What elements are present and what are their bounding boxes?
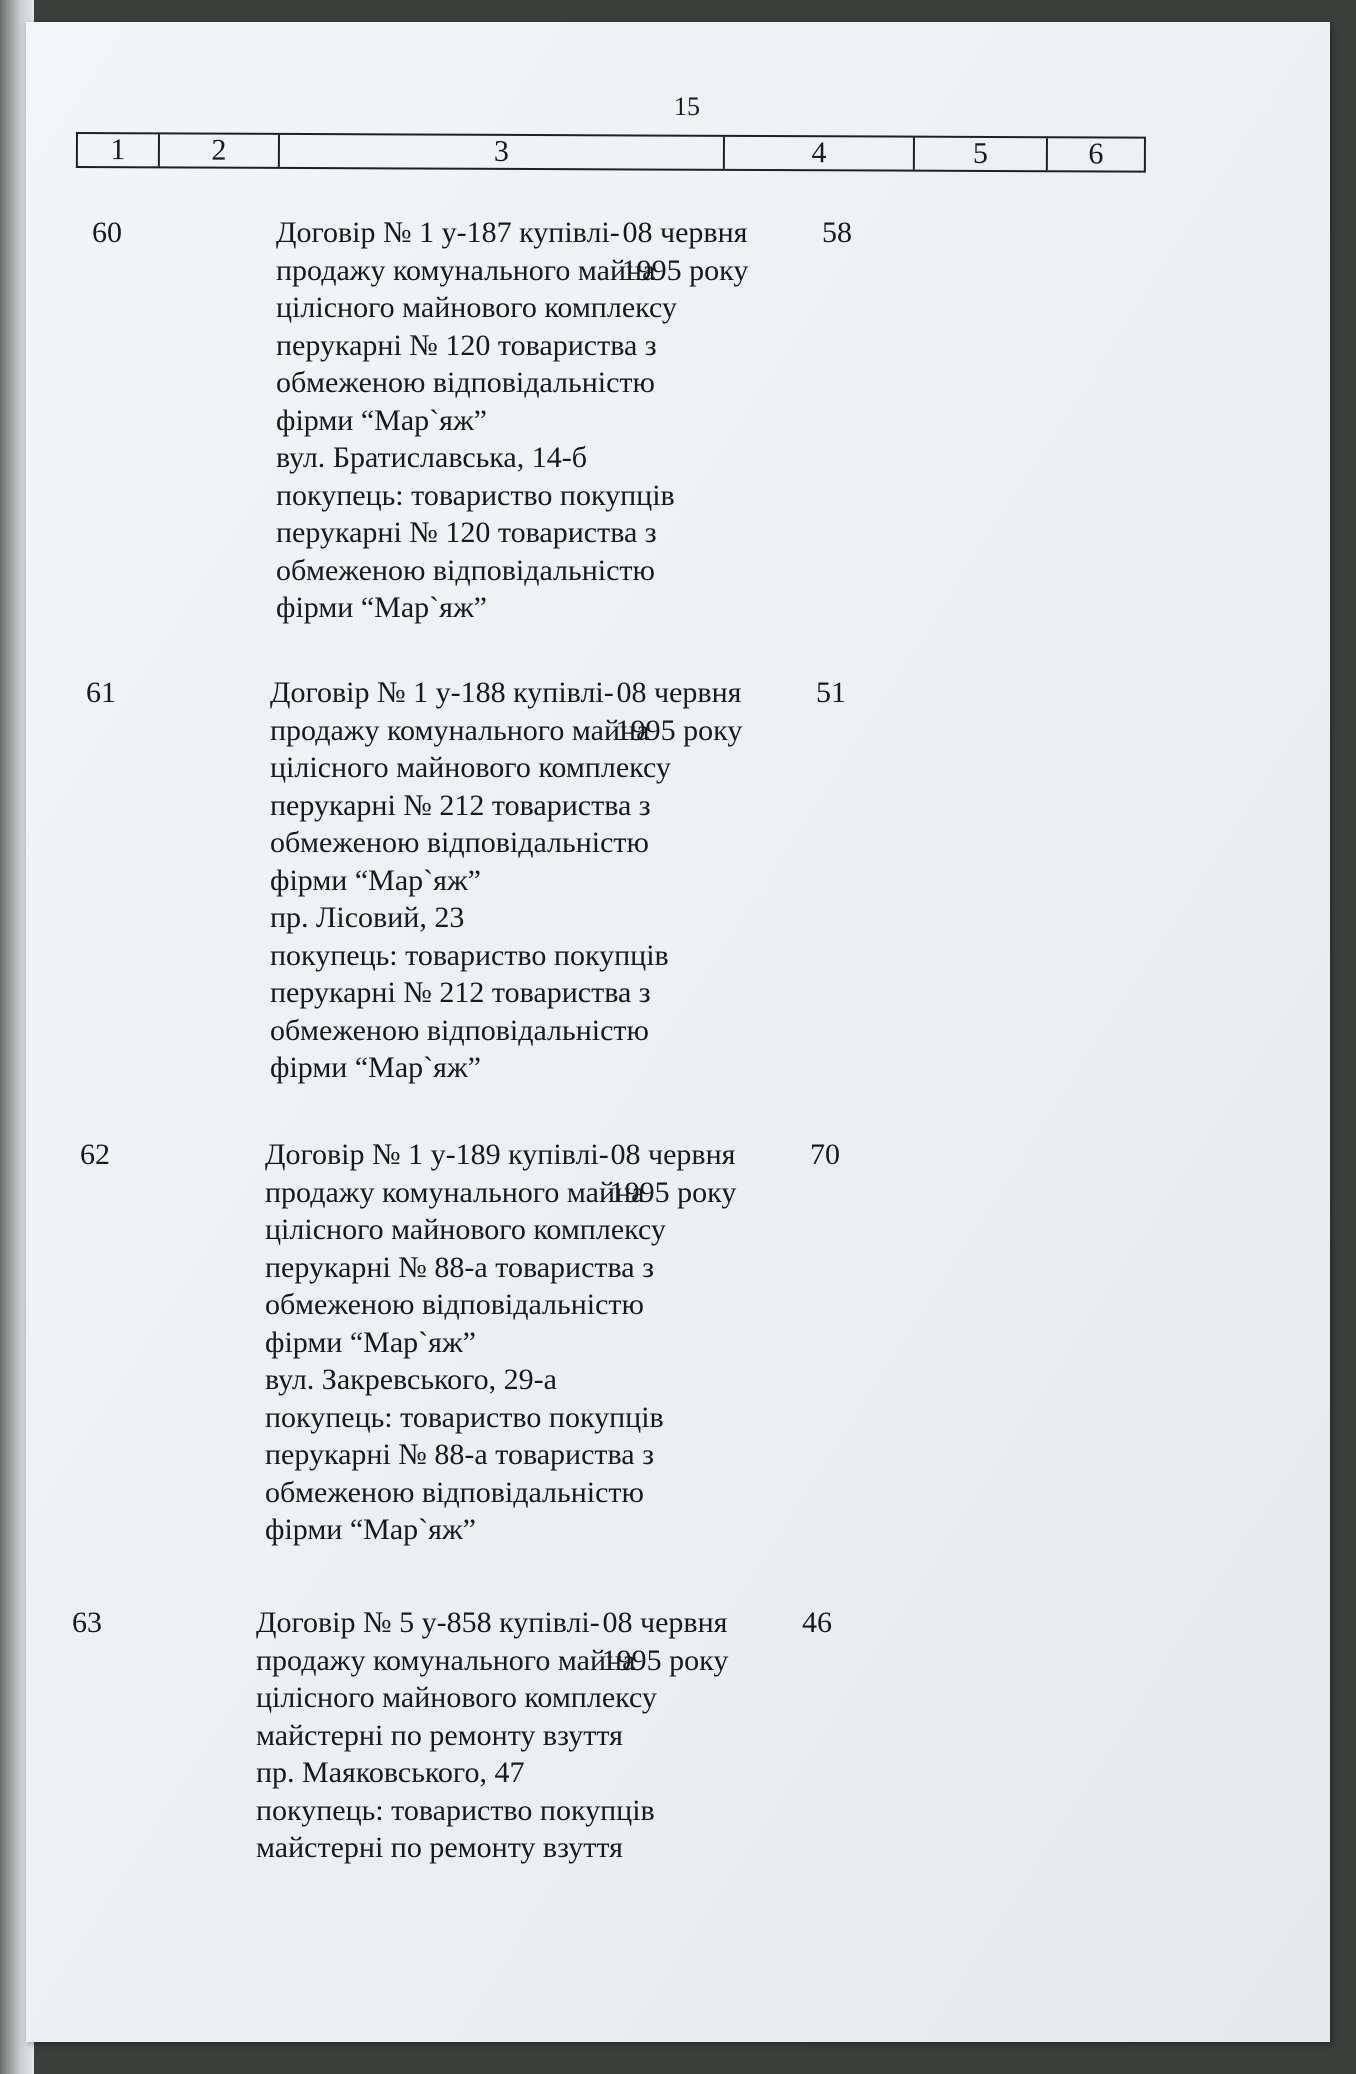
date-year: 1995 року xyxy=(615,713,743,747)
description-line: обмеженою відповідальністю xyxy=(276,553,655,587)
description-line: продажу комунального майна xyxy=(270,713,650,747)
date-day-month: 08 червня xyxy=(616,676,742,709)
description-line: Договір № 1 у-188 купівлі- xyxy=(270,676,614,709)
date-day-month: 08 червня xyxy=(602,1606,728,1639)
description-line: обмеженою відповідальністю xyxy=(265,1288,644,1321)
description-line: фірми “Мар`яж” xyxy=(276,591,487,624)
record-number: 60 xyxy=(92,216,122,249)
description-line: продажу комунального майна xyxy=(256,1643,636,1677)
description-line: покупець: товариство покупців xyxy=(276,478,675,512)
column-header-3: 3 xyxy=(280,135,725,169)
column-header-2: 2 xyxy=(160,134,280,167)
column-header-1: 1 xyxy=(78,134,160,166)
description-line: покупець: товариство покупців xyxy=(270,938,669,972)
description-line: вул. Закревського, 29-а xyxy=(265,1363,557,1396)
record-number: 63 xyxy=(72,1606,102,1639)
page-number: 15 xyxy=(674,92,700,121)
description-line: обмеженою відповідальністю xyxy=(270,1013,649,1047)
record-value: 58 xyxy=(822,216,852,249)
column-header-4: 4 xyxy=(725,137,915,170)
record-value: 46 xyxy=(802,1606,832,1639)
date-year: 1995 року xyxy=(621,253,749,287)
description-line: обмеженою відповідальністю xyxy=(276,366,655,399)
description-line: перукарні № 120 товариства з xyxy=(276,328,657,362)
document-page xyxy=(26,22,1330,2042)
description-line: фірми “Мар`яж” xyxy=(270,863,481,897)
description-line: покупець: товариство покупців xyxy=(265,1400,664,1434)
description-line: пр. Лісовий, 23 xyxy=(270,901,465,934)
record-date xyxy=(610,214,760,289)
column-header-5: 5 xyxy=(915,138,1048,171)
description-line: пр. Маяковського, 47 xyxy=(256,1756,525,1789)
description-line: перукарні № 88-а товариства з xyxy=(265,1250,654,1284)
description-line: цілісного майнового комплексу xyxy=(265,1213,666,1246)
description-line: цілісного майнового комплексу xyxy=(256,1681,657,1714)
description-line: цілісного майнового комплексу xyxy=(276,291,677,324)
description-line: фірми “Мар`яж” xyxy=(265,1513,476,1546)
record-value: 51 xyxy=(816,676,846,709)
description-line: Договір № 1 у-187 купівлі- xyxy=(276,216,620,249)
description-line: обмеженою відповідальністю xyxy=(270,826,649,859)
record-number: 62 xyxy=(80,1138,110,1171)
record-value: 70 xyxy=(810,1138,840,1171)
description-line: фірми “Мар`яж” xyxy=(265,1325,476,1359)
description-line: покупець: товариство покупців xyxy=(256,1793,655,1827)
description-line: майстерні по ремонту взуття xyxy=(256,1718,623,1752)
date-day-month: 08 червня xyxy=(622,216,748,249)
record-number: 61 xyxy=(86,676,116,709)
date-day-month: 08 червня xyxy=(610,1138,736,1171)
record-date xyxy=(590,1604,740,1679)
column-header-6: 6 xyxy=(1088,137,1104,171)
date-year: 1995 року xyxy=(609,1175,737,1209)
description-line: фірми “Мар`яж” xyxy=(270,1051,481,1084)
description-line: продажу комунального майна xyxy=(265,1175,645,1209)
description-line: фірми “Мар`яж” xyxy=(276,403,487,437)
record-date xyxy=(604,674,754,749)
description-line: перукарні № 120 товариства з xyxy=(276,516,657,549)
description-line: цілісного майнового комплексу xyxy=(270,751,671,784)
description-line: перукарні № 88-а товариства з xyxy=(265,1438,654,1471)
description-line: вул. Братиславська, 14-б xyxy=(276,441,588,474)
description-line: Договір № 5 у-858 купівлі- xyxy=(256,1606,600,1639)
description-line: Договір № 1 у-189 купівлі- xyxy=(265,1138,609,1171)
description-line: обмеженою відповідальністю xyxy=(265,1475,644,1509)
description-line: продажу комунального майна xyxy=(276,253,656,287)
description-line: перукарні № 212 товариства з xyxy=(270,788,651,822)
description-line: перукарні № 212 товариства з xyxy=(270,976,651,1009)
column-header-table xyxy=(76,132,1146,173)
date-year: 1995 року xyxy=(601,1643,729,1677)
description-line: майстерні по ремонту взуття xyxy=(256,1831,623,1864)
record-date xyxy=(598,1136,748,1211)
